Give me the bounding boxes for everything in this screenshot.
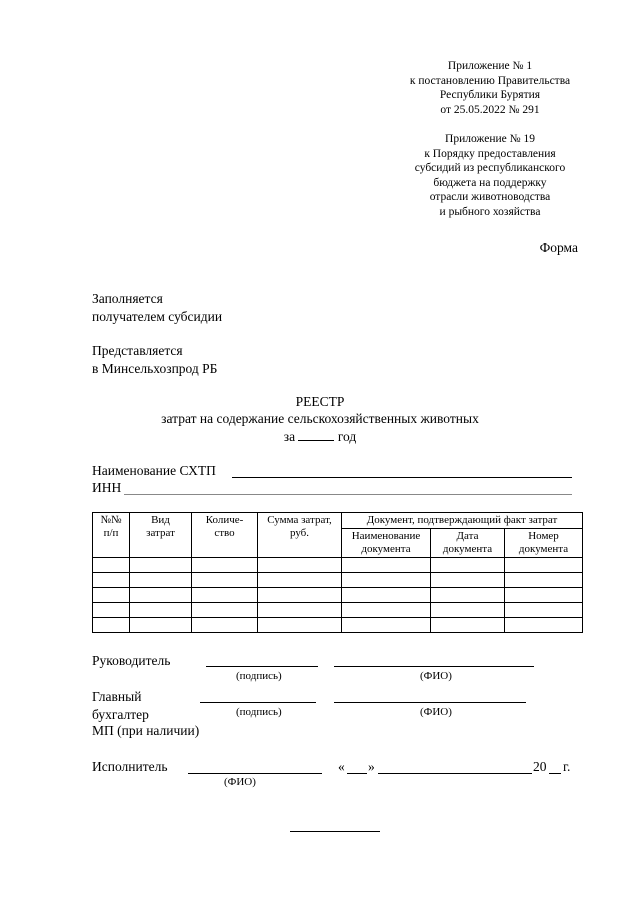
header-type: Вид затрат — [130, 513, 192, 558]
appendix-line: Приложение № 19 — [445, 133, 535, 145]
table-body — [93, 558, 583, 633]
header-qty: Количе- ство — [192, 513, 258, 558]
table-row — [93, 618, 583, 633]
table-cell[interactable] — [505, 618, 583, 633]
signature-caption: (подпись) — [236, 706, 282, 718]
table-cell[interactable] — [431, 618, 505, 633]
table-cell[interactable] — [258, 603, 342, 618]
table-cell[interactable] — [130, 588, 192, 603]
date-day-field[interactable] — [347, 773, 367, 774]
header-doc-number: Номер документа — [505, 529, 583, 558]
appendix-line: и рыбного хозяйства — [439, 205, 541, 218]
appendix-block — [380, 59, 600, 219]
head-fio-field[interactable] — [334, 666, 534, 667]
table-cell[interactable] — [258, 573, 342, 588]
header-doc-name: Наименование документа — [342, 529, 431, 558]
table-cell[interactable] — [431, 558, 505, 573]
table-row — [93, 558, 583, 573]
year-blank[interactable] — [298, 428, 334, 441]
header-doc-group: Документ, подтверждающий факт затрат — [342, 513, 583, 529]
header-sum: Сумма затрат, руб. — [258, 513, 342, 558]
table-cell[interactable] — [342, 558, 431, 573]
appendix-line: к постановлению Правительства — [409, 74, 571, 87]
appendix-line: бюджета на поддержку — [433, 176, 547, 189]
table-cell[interactable] — [192, 618, 258, 633]
table-cell[interactable] — [342, 588, 431, 603]
table-cell[interactable] — [130, 618, 192, 633]
appendix-line: Республики Бурятия — [439, 89, 541, 101]
fio-caption: (ФИО) — [420, 670, 452, 682]
table-row — [93, 588, 583, 603]
table-cell[interactable] — [192, 573, 258, 588]
table-row — [93, 603, 583, 618]
fio-caption: (ФИО) — [420, 706, 452, 718]
table-cell[interactable] — [93, 573, 130, 588]
table-cell[interactable] — [505, 558, 583, 573]
table-cell[interactable] — [505, 588, 583, 603]
table-cell[interactable] — [342, 603, 431, 618]
accountant-fio-field[interactable] — [334, 702, 526, 703]
table-cell[interactable] — [192, 588, 258, 603]
year-suffix: г. — [563, 759, 571, 774]
table-cell[interactable] — [93, 558, 130, 573]
doc-title: РЕЕСТР — [295, 394, 345, 409]
table-cell[interactable] — [342, 573, 431, 588]
table-cell[interactable] — [93, 618, 130, 633]
head-signature-field[interactable] — [206, 666, 318, 667]
inn-field[interactable] — [124, 494, 572, 495]
appendix-line: к Порядку предоставления — [424, 147, 556, 160]
table-cell[interactable] — [258, 588, 342, 603]
executor-fio-field[interactable] — [188, 773, 322, 774]
head-label: Руководитель — [92, 653, 171, 668]
table-cell[interactable] — [130, 603, 192, 618]
appendix-line: субсидий из республиканского — [414, 162, 566, 174]
table-cell[interactable] — [258, 558, 342, 573]
accountant-label: Главный бухгалтер — [92, 689, 149, 722]
date-month-field[interactable] — [378, 773, 532, 774]
header-num: №№ п/п — [93, 513, 130, 558]
year-prefix: 20 — [533, 759, 547, 774]
org-name-label: Наименование СХТП — [92, 463, 216, 478]
header-doc-date: Дата документа — [431, 529, 505, 558]
org-name-field[interactable] — [232, 477, 572, 478]
table-cell[interactable] — [192, 603, 258, 618]
seal-label: МП (при наличии) — [92, 723, 200, 738]
table-header-row — [93, 513, 583, 529]
bottom-separator — [290, 831, 380, 832]
table-cell[interactable] — [505, 603, 583, 618]
table-cell[interactable] — [130, 573, 192, 588]
appendix-line: Приложение № 1 — [447, 60, 533, 72]
date-close-quote: » — [368, 759, 375, 774]
table-cell[interactable] — [192, 558, 258, 573]
date-year-field[interactable] — [549, 773, 561, 774]
appendix-line: от 25.05.2022 № 291 — [440, 103, 540, 116]
submitted-to-note: Представляется в Минсельхозпрод РБ — [92, 343, 218, 376]
executor-label: Исполнитель — [92, 759, 168, 774]
accountant-signature-field[interactable] — [200, 702, 316, 703]
form-label: Форма — [539, 240, 578, 255]
table-cell[interactable] — [431, 573, 505, 588]
table-row — [93, 573, 583, 588]
table-cell[interactable] — [431, 588, 505, 603]
inn-label: ИНН — [92, 480, 122, 495]
registry-table — [92, 512, 583, 633]
doc-year-line: за год — [283, 429, 357, 444]
date-open-quote: « — [338, 759, 345, 774]
table-cell[interactable] — [130, 558, 192, 573]
table-cell[interactable] — [505, 573, 583, 588]
table-cell[interactable] — [93, 588, 130, 603]
appendix-line: отрасли животноводства — [429, 191, 551, 203]
table-cell[interactable] — [431, 603, 505, 618]
signature-caption: (подпись) — [236, 670, 282, 682]
table-cell[interactable] — [93, 603, 130, 618]
doc-subtitle: затрат на содержание сельскохозяйственных животных — [161, 411, 479, 426]
table-cell[interactable] — [342, 618, 431, 633]
fio-caption: (ФИО) — [224, 776, 256, 788]
table-cell[interactable] — [258, 618, 342, 633]
filled-by-note: Заполняется получателем субсидии — [92, 291, 223, 324]
